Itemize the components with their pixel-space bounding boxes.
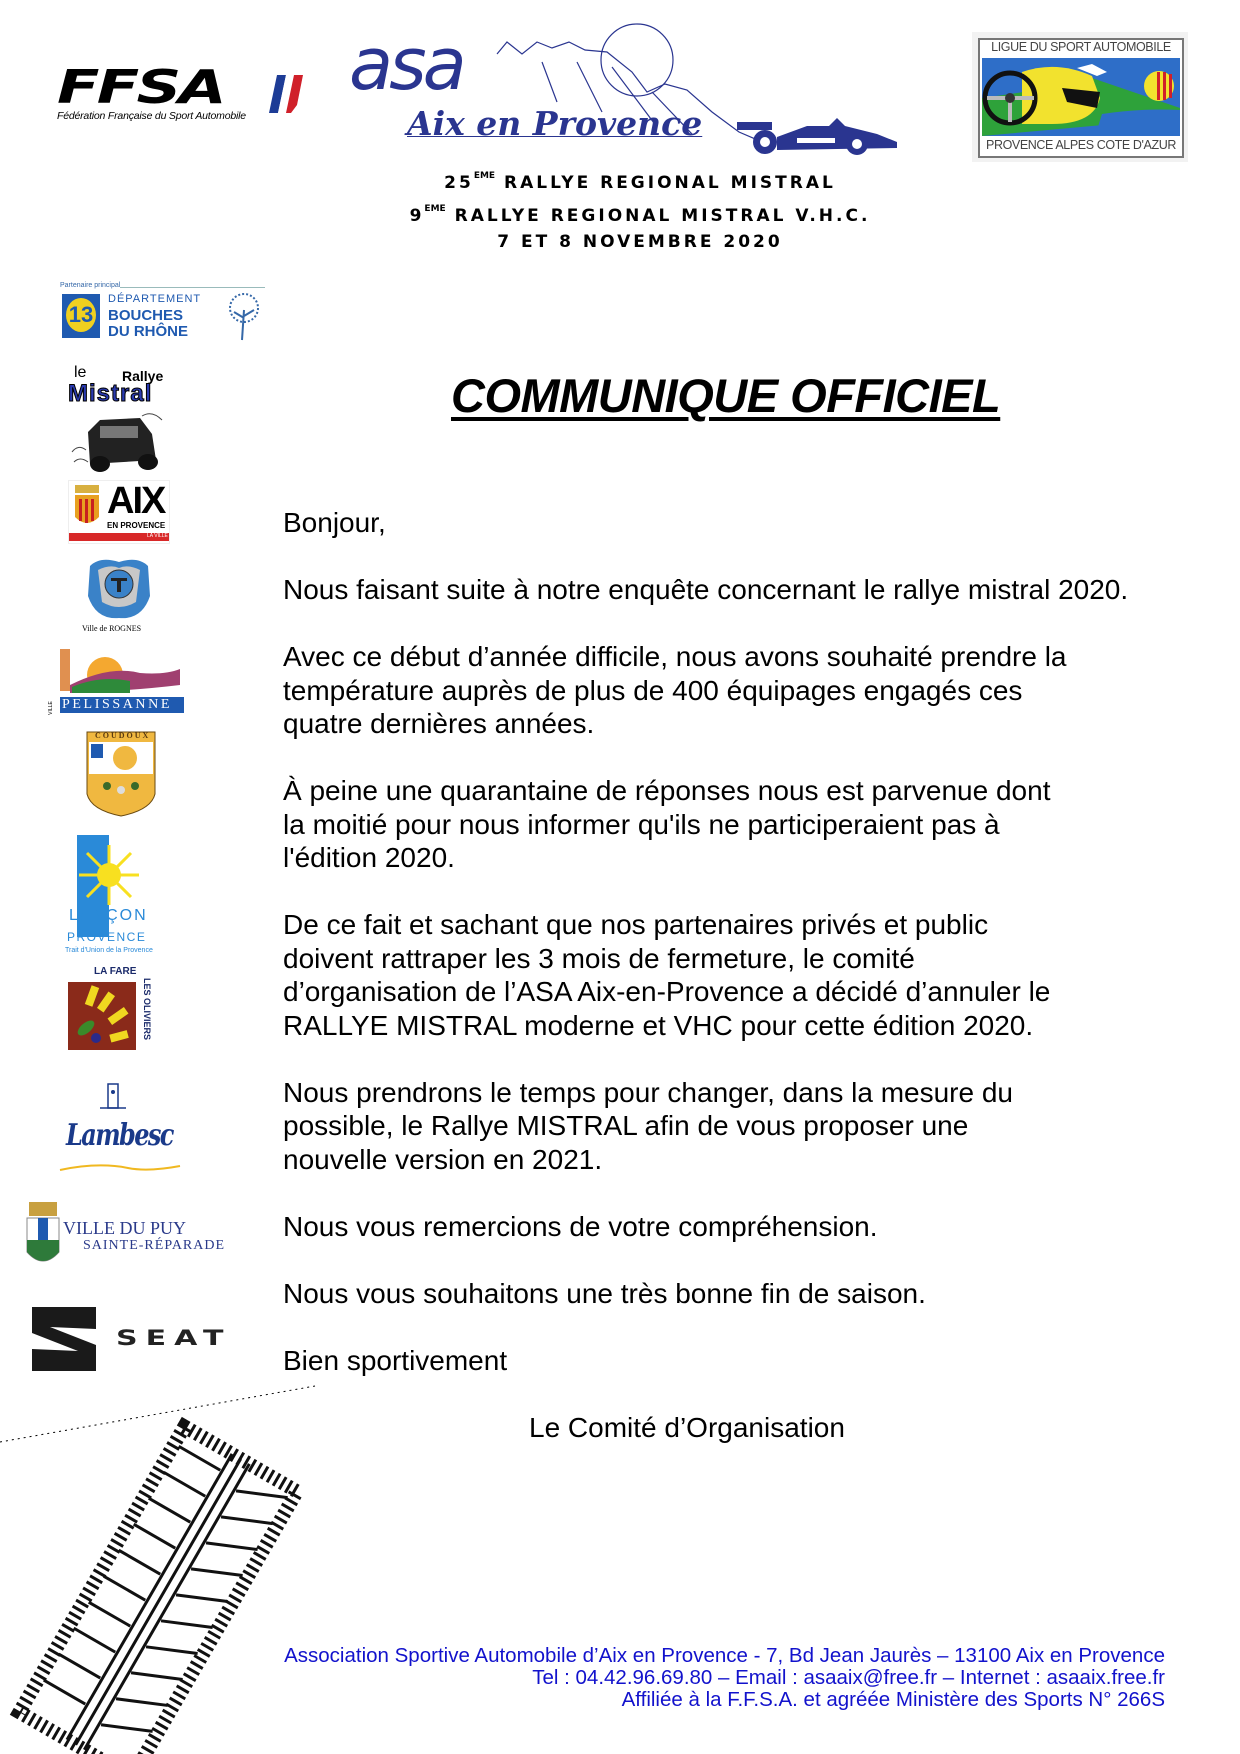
headline-text: RALLYE REGIONAL MISTRAL V.H.C. (454, 206, 871, 226)
sponsor-seat (28, 1305, 248, 1373)
asa-logo-script: Aix en Provence (407, 104, 703, 143)
document-title: COMMUNIQUE OFFICIEL (451, 369, 1001, 422)
lambesc-swoosh-icon (58, 1160, 183, 1176)
sponsor-pelissanne (47, 645, 185, 715)
sponsor-rognes (80, 556, 158, 638)
sponsor-bouches-du-rhone (52, 282, 267, 344)
rognes-crest-icon (80, 556, 158, 624)
footer-tel: 04.42.96.69.80 (575, 1666, 713, 1689)
paragraph: De ce fait et sachant que nos partenaires privés et public doivent rattraper les 3 mois de fermeture, le comité d’organisation de l’ASA Aix-en-Provence a décidé d’annuler le RALLYE MISTRAL moderne et VHC pour cette édition 2020. (283, 909, 1051, 1041)
sponsor-mistral: Mistral (68, 380, 153, 407)
sponsor-puy-line1: VILLE DU PUY (63, 1218, 186, 1238)
sponsor-caption: Partenaire principal (60, 282, 121, 289)
footer-tel-label: Tel : (532, 1666, 576, 1689)
headline-line-2 (290, 199, 990, 226)
sponsor-lancon-line2: PROVENCE (67, 930, 147, 944)
seat-s-icon (28, 1305, 100, 1373)
asa-aix-logo (347, 12, 902, 152)
footer-address: Association Sportive Automobile d’Aix en Provence - 7, Bd Jean Jaurès – 13100 Aix en Provence (284, 1644, 1165, 1667)
sponsor-line2: BOUCHES (108, 307, 184, 324)
headline-line-3 (290, 232, 990, 252)
ffsa-flag-icon (269, 75, 303, 113)
paragraph: Nous prendrons le temps pour changer, dans la mesure du possible, le Rallye MISTRAL afin de vous proposer une nouvelle version en 2021. (283, 1076, 1013, 1175)
footer-internet-label: – Internet : (937, 1666, 1047, 1689)
sponsor-lancon-tagline: Trait d'Union de la Provence (65, 947, 153, 954)
sponsor-lafare-line1: LA FARE (94, 966, 137, 977)
headline-number: 9 (409, 206, 425, 226)
sponsor-aix-tag: LA VILLE (147, 533, 168, 539)
sponsor-badge: 13 (66, 298, 96, 332)
sponsor-lambesc (58, 1080, 183, 1176)
sponsor-rognes-caption: Ville de ROGNES (82, 624, 142, 633)
sponsor-pelissanne-ville: VILLE (47, 701, 54, 715)
ffsa-logo (57, 62, 302, 130)
paragraph-closing: Bien sportivement (283, 1344, 508, 1376)
sponsor-aix-big: AIX (107, 480, 165, 522)
sponsor-puy-sainte-reparade (25, 1200, 235, 1270)
sponsor-line1: DÉPARTEMENT (108, 293, 202, 305)
footer-website-link[interactable]: asaaix.free.fr (1046, 1666, 1165, 1689)
paragraph-greeting: Bonjour, (283, 507, 386, 538)
olive-tree-icon (222, 292, 267, 342)
ffsa-logo-mark: FFSA (57, 60, 224, 114)
lafare-emblem-icon (68, 976, 138, 1052)
paragraph: À peine une quarantaine de réponses nous est parvenue dont la moitié pour nous informer qu'ils ne participeraient pas à l'édition 2020. (283, 775, 1051, 873)
sponsor-rallye-mistral (60, 364, 180, 476)
footer-email-label: – Email : (712, 1666, 804, 1689)
sponsor-lafare-line2: LES OLIVIERS (142, 977, 153, 1041)
aix-coat-of-arms-icon (73, 485, 101, 529)
lambesc-tower-icon (98, 1080, 128, 1116)
sponsor-lambesc-name: Lambesc (66, 1118, 173, 1153)
ligue-top-text: LIGUE DU SPORT AUTOMOBILE (991, 40, 1171, 54)
sun-icon (79, 845, 139, 905)
sponsor-le: le (74, 364, 87, 381)
sponsor-line3: DU RHÔNE (108, 323, 189, 340)
footer (284, 1645, 1165, 1711)
paragraph: Nous vous remercions de votre compréhension. (283, 1210, 878, 1242)
document-body (283, 506, 1193, 1411)
sponsor-lancon-line1: LANÇON (69, 907, 148, 924)
sponsor-rallye: Rallye (122, 368, 164, 384)
ligue-bottom-text: PROVENCE ALPES COTE D'AZUR (986, 138, 1176, 152)
headline-line-1 (290, 166, 990, 193)
headline-text: RALLYE REGIONAL MISTRAL (504, 173, 836, 193)
sponsor-coudoux (85, 730, 157, 818)
footer-affiliation: Affiliée à la F.F.S.A. et agréée Ministère des Sports N° 266S (621, 1688, 1165, 1711)
sponsor-aix-sub: EN PROVENCE (107, 521, 166, 530)
sponsor-lancon-provence (57, 835, 167, 957)
sponsor-aix-en-provence (68, 480, 170, 544)
footer-contact (284, 1667, 1165, 1689)
headline-number: 25 (444, 173, 474, 193)
sponsor-coudoux-name: COUDOUX (95, 731, 151, 740)
headline-ordinal: EME (424, 204, 446, 214)
tire-track-icon (0, 1380, 330, 1754)
coudoux-crest-icon (85, 730, 157, 818)
signature: Le Comité d’Organisation (529, 1412, 845, 1443)
sponsor-seat-name: SEAT (116, 1326, 232, 1351)
paragraph: Nous vous souhaitons une très bonne fin de saison. (283, 1277, 926, 1309)
headline-date: 7 ET 8 NOVEMBRE 2020 (497, 232, 783, 252)
asa-logo-mark: asa (349, 22, 463, 106)
ligue-emblem-icon (982, 58, 1180, 136)
pelissanne-landscape-icon (50, 645, 185, 697)
sponsor-la-fare-les-oliviers (68, 966, 152, 1056)
puy-crest-icon (25, 1200, 61, 1270)
footer-email-link[interactable]: asaaix@free.fr (803, 1666, 938, 1689)
race-car-icon (737, 112, 902, 157)
paragraph: Nous faisant suite à notre enquête concernant le rallye mistral 2020. (283, 574, 1129, 605)
paragraph: Avec ce début d’année difficile, nous avons souhaité prendre la température auprès de plus de 400 équipages engagés ces quatre dernières années. (283, 641, 1067, 739)
sponsor-pelissanne-name: PELISSANNE (62, 697, 173, 712)
headline-ordinal: EME (473, 171, 496, 181)
sponsor-puy-line2: SAINTE-RÉPARADE (83, 1238, 226, 1253)
ffsa-subtitle: Fédération Française du Sport Automobile (57, 110, 246, 122)
rally-car-icon (70, 412, 165, 474)
ligue-paca-logo (972, 32, 1188, 162)
